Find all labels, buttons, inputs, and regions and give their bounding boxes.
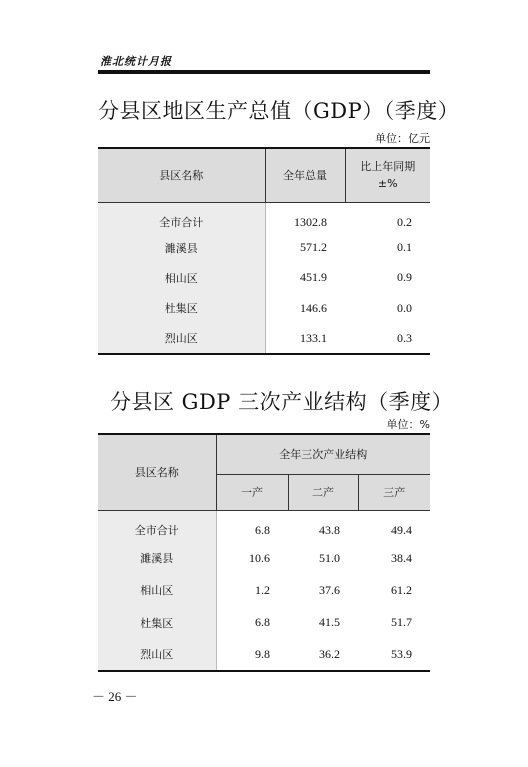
table-row [98, 324, 430, 354]
table-row [98, 202, 430, 232]
table1-unit: 单位：亿元 [375, 132, 430, 145]
header-secondary: 二产 [288, 474, 358, 510]
total-value: 571.2 [300, 240, 327, 255]
secondary-value: 37.6 [319, 582, 340, 597]
header-rule [98, 70, 430, 74]
table2-title: 分县区 GDP 三次产业结构（季度） [110, 390, 454, 414]
table-row [98, 293, 430, 323]
table-row [98, 639, 430, 671]
secondary-value: 43.8 [319, 522, 340, 537]
table-header-row [98, 434, 430, 474]
tertiary-value: 51.7 [391, 615, 412, 630]
header-tertiary: 三产 [358, 474, 430, 510]
header-county: 县区名称 [98, 434, 216, 510]
county-name: 濉溪县 [98, 232, 265, 262]
header-change [345, 148, 430, 202]
change-value: 0.3 [397, 330, 412, 345]
tertiary-value: 49.4 [391, 522, 412, 537]
total-value: 1302.8 [294, 214, 327, 229]
change-value: 0.1 [397, 240, 412, 255]
industry-structure-table [98, 433, 430, 672]
table1-title: 分县区地区生产总值（GDP）（季度） [98, 99, 460, 123]
county-name: 杜集区 [98, 293, 265, 323]
primary-value: 6.8 [255, 615, 270, 630]
county-name: 全市合计 [98, 202, 265, 232]
secondary-value: 51.0 [319, 550, 340, 565]
county-name: 相山区 [98, 574, 216, 606]
table-row [98, 542, 430, 574]
primary-value: 6.8 [255, 522, 270, 537]
total-value: 146.6 [300, 300, 327, 315]
primary-value: 10.6 [249, 550, 270, 565]
secondary-value: 41.5 [319, 615, 340, 630]
table-row [98, 607, 430, 639]
tertiary-value: 61.2 [391, 582, 412, 597]
tertiary-value: 53.9 [391, 646, 412, 661]
tertiary-value: 38.4 [391, 550, 412, 565]
county-name: 濉溪县 [98, 542, 216, 574]
header-change-text: 比上年同期±% [360, 160, 416, 191]
change-value: 0.0 [397, 300, 412, 315]
total-value: 451.9 [300, 270, 327, 285]
county-name: 相山区 [98, 263, 265, 293]
header-structure-group: 全年三次产业结构 [216, 434, 430, 474]
county-name: 全市合计 [98, 510, 216, 542]
table-header-row [98, 148, 430, 202]
primary-value: 1.2 [255, 582, 270, 597]
gdp-table [98, 147, 430, 355]
publication-header: 淮北统计月报 [100, 55, 172, 68]
table-row [98, 510, 430, 542]
table-row [98, 232, 430, 262]
page-number: － 26 － [92, 689, 138, 704]
total-value: 133.1 [300, 330, 327, 345]
header-total: 全年总量 [265, 148, 345, 202]
primary-value: 9.8 [255, 646, 270, 661]
table-row [98, 263, 430, 293]
change-value: 0.9 [397, 270, 412, 285]
county-name: 杜集区 [98, 607, 216, 639]
change-value: 0.2 [397, 214, 412, 229]
county-name: 烈山区 [98, 639, 216, 671]
header-county: 县区名称 [98, 148, 265, 202]
table-row [98, 574, 430, 606]
secondary-value: 36.2 [319, 646, 340, 661]
header-primary: 一产 [216, 474, 288, 510]
table2-unit: 单位：% [386, 418, 430, 431]
county-name: 烈山区 [98, 324, 265, 354]
